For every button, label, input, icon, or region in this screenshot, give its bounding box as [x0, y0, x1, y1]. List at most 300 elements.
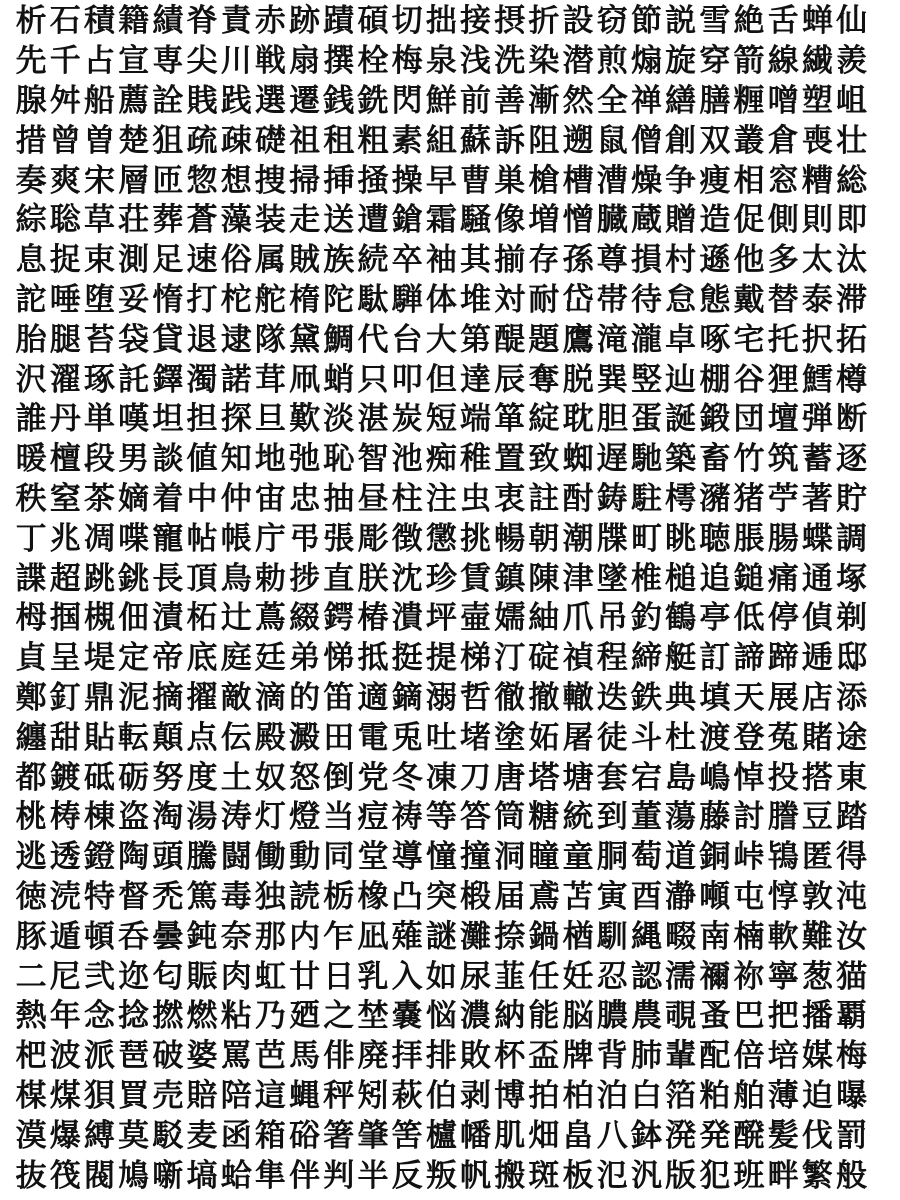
kanji-character: 掴	[49, 600, 81, 637]
kanji-character: 足	[152, 242, 184, 279]
kanji-character: 板	[562, 1157, 594, 1194]
kanji-character: 置	[494, 441, 526, 478]
kanji-character: 陳	[528, 560, 560, 597]
kanji-character: 働	[254, 839, 286, 876]
kanji-character: 着	[152, 480, 184, 517]
kanji-character: 責	[220, 3, 252, 40]
kanji-character: 宅	[733, 321, 765, 358]
kanji-character: 鳥	[220, 560, 252, 597]
kanji-character: 忍	[596, 958, 628, 995]
kanji-character: 反	[391, 1157, 423, 1194]
kanji-character: 沢	[15, 361, 47, 398]
kanji-character: 馳	[630, 441, 662, 478]
kanji-character: 線	[767, 43, 799, 80]
kanji-character: 舛	[49, 82, 81, 119]
kanji-character: 討	[733, 799, 765, 836]
kanji-character: 届	[494, 878, 526, 915]
kanji-character: 独	[254, 878, 286, 915]
kanji-character: 韮	[494, 958, 526, 995]
kanji-character: 占	[83, 43, 115, 80]
kanji-character: 扇	[289, 43, 321, 80]
kanji-character: 内	[289, 918, 321, 955]
kanji-character: 陀	[323, 281, 355, 318]
kanji-character: 潮	[562, 520, 594, 557]
kanji-character: 蚤	[699, 998, 731, 1035]
kanji-character: 壮	[836, 122, 868, 159]
kanji-character: 退	[186, 321, 218, 358]
kanji-character: 迩	[118, 958, 150, 995]
kanji-character: 排	[425, 1038, 457, 1075]
kanji-character: 遷	[289, 82, 321, 119]
kanji-character: 鱈	[801, 361, 833, 398]
kanji-character: 葱	[801, 958, 833, 995]
kanji-character: 寧	[767, 958, 799, 995]
kanji-character: 瞳	[528, 839, 560, 876]
kanji-character: 糟	[801, 162, 833, 199]
kanji-character: 楢	[562, 918, 594, 955]
kanji-character: 的	[289, 679, 321, 716]
kanji-character: 墜	[596, 560, 628, 597]
kanji-character: 洞	[494, 839, 526, 876]
kanji-character: 投	[767, 759, 799, 796]
kanji-character: 暢	[494, 520, 526, 557]
kanji-character: 程	[596, 640, 628, 677]
kanji-character: 遅	[596, 441, 628, 478]
kanji-character: 蕩	[665, 799, 697, 836]
kanji-character: 折	[528, 3, 560, 40]
kanji-character: 朝	[528, 520, 560, 557]
kanji-character: 箔	[665, 1077, 697, 1114]
kanji-character: 邸	[836, 640, 868, 677]
kanji-character: 函	[220, 1117, 252, 1154]
kanji-character: 同	[323, 839, 355, 876]
kanji-character: 蹟	[323, 3, 355, 40]
kanji-character: 腺	[15, 82, 47, 119]
kanji-character: 組	[425, 122, 457, 159]
kanji-character: 偵	[801, 600, 833, 637]
kanji-character: 賃	[460, 560, 492, 597]
kanji-character: 謎	[425, 918, 457, 955]
kanji-character: 哲	[460, 679, 492, 716]
kanji-character: 藻	[220, 202, 252, 239]
kanji-character: 弔	[289, 520, 321, 557]
kanji-character: 椿	[357, 600, 389, 637]
kanji-character: 能	[528, 998, 560, 1035]
kanji-character: 噸	[699, 878, 731, 915]
kanji-character: 堤	[83, 640, 115, 677]
kanji-character: 遭	[357, 202, 389, 239]
kanji-character: 撰	[323, 43, 355, 80]
kanji-character: 断	[836, 401, 868, 438]
kanji-character: 繁	[801, 1157, 833, 1194]
kanji-character: 杷	[15, 1038, 47, 1075]
kanji-character: 遁	[49, 918, 81, 955]
kanji-character: 剥	[460, 1077, 492, 1114]
kanji-character: 鍔	[323, 600, 355, 637]
kanji-character: 繕	[665, 82, 697, 119]
kanji-character: 茶	[83, 480, 115, 517]
kanji-character: 低	[733, 600, 765, 637]
kanji-character: 析	[15, 3, 47, 40]
kanji-character: 嬬	[494, 600, 526, 637]
kanji-character: 動	[289, 839, 321, 876]
kanji-character: 単	[83, 401, 115, 438]
kanji-character: 壇	[767, 401, 799, 438]
kanji-character: 箱	[254, 1117, 286, 1154]
kanji-character: 専	[152, 43, 184, 80]
kanji-character: 剃	[836, 600, 868, 637]
kanji-character: 仙	[836, 3, 868, 40]
kanji-character: 伴	[289, 1157, 321, 1194]
kanji-character: 梅	[391, 43, 423, 80]
kanji-character: 胆	[596, 401, 628, 438]
kanji-character: 狙	[152, 122, 184, 159]
kanji-character: 提	[425, 640, 457, 677]
kanji-character: 績	[152, 3, 184, 40]
kanji-character: 則	[801, 202, 833, 239]
kanji-character: 梼	[49, 799, 81, 836]
kanji-character: 培	[767, 1038, 799, 1075]
kanji-character: 積	[83, 3, 115, 40]
kanji-character: 筏	[49, 1157, 81, 1194]
kanji-character: 鉄	[630, 679, 662, 716]
kanji-character: 這	[254, 1077, 286, 1114]
kanji-character: 盃	[528, 1038, 560, 1075]
kanji-character: 腿	[49, 321, 81, 358]
kanji-character: 探	[220, 401, 252, 438]
kanji-character: 択	[801, 321, 833, 358]
kanji-character: 涜	[49, 878, 81, 915]
kanji-character: 展	[767, 679, 799, 716]
kanji-character: 誰	[15, 401, 47, 438]
kanji-character: 琢	[83, 361, 115, 398]
kanji-character: 尿	[460, 958, 492, 995]
kanji-character: 葬	[152, 202, 184, 239]
kanji-character: 土	[220, 759, 252, 796]
kanji-character: 抽	[323, 480, 355, 517]
kanji-character: 奏	[15, 162, 47, 199]
kanji-character: 吊	[596, 600, 628, 637]
kanji-character: 遜	[699, 242, 731, 279]
kanji-character: 栂	[15, 600, 47, 637]
kanji-character: 仲	[220, 480, 252, 517]
kanji-character: 般	[836, 1157, 868, 1194]
kanji-character: 天	[733, 679, 765, 716]
kanji-character: 岱	[562, 281, 594, 318]
kanji-row	[14, 440, 900, 480]
kanji-character: 卒	[391, 242, 423, 279]
kanji-character: 蝿	[289, 1077, 321, 1114]
kanji-character: 頭	[152, 839, 184, 876]
kanji-character: 狸	[767, 361, 799, 398]
kanji-character: 麦	[186, 1117, 218, 1154]
kanji-character: 粗	[357, 122, 389, 159]
kanji-character: 竪	[630, 361, 662, 398]
kanji-character: 堵	[460, 719, 492, 756]
kanji-character: 奈	[220, 918, 252, 955]
kanji-character: 湯	[186, 799, 218, 836]
kanji-character: 其	[460, 242, 492, 279]
kanji-character: 早	[425, 162, 457, 199]
kanji-character: 白	[630, 1077, 662, 1114]
kanji-character: 槻	[83, 600, 115, 637]
kanji-character: 塑	[801, 82, 833, 119]
kanji-character: 捻	[118, 998, 150, 1035]
kanji-character: 拝	[391, 1038, 423, 1075]
kanji-character: 坦	[152, 401, 184, 438]
kanji-character: 替	[767, 281, 799, 318]
kanji-character: 大	[425, 321, 457, 358]
kanji-character: 破	[152, 1038, 184, 1075]
kanji-row	[14, 519, 900, 559]
kanji-character: 他	[733, 242, 765, 279]
kanji-character: 迭	[596, 679, 628, 716]
kanji-character: 髪	[767, 1117, 799, 1154]
kanji-character: 銅	[699, 839, 731, 876]
kanji-character: 斑	[528, 1157, 560, 1194]
kanji-character: 苧	[767, 480, 799, 517]
kanji-character: 琶	[118, 1038, 150, 1075]
kanji-character: 男	[118, 441, 150, 478]
kanji-character: 樽	[836, 361, 868, 398]
kanji-character: 庁	[254, 520, 286, 557]
kanji-character: 矧	[357, 1077, 389, 1114]
kanji-character: 凸	[391, 878, 423, 915]
kanji-character: 孫	[562, 242, 594, 279]
kanji-character: 惰	[152, 281, 184, 318]
kanji-character: 段	[83, 441, 115, 478]
kanji-character: 喋	[118, 520, 150, 557]
kanji-character: 蛤	[220, 1157, 252, 1194]
kanji-character: 徹	[494, 679, 526, 716]
kanji-character: 入	[391, 958, 423, 995]
kanji-character: 渡	[699, 719, 731, 756]
kanji-character: 籍	[118, 3, 150, 40]
kanji-row	[14, 798, 900, 838]
kanji-character: 陶	[118, 839, 150, 876]
kanji-character: 全	[596, 82, 628, 119]
kanji-character: 殿	[254, 719, 286, 756]
kanji-character: 谷	[733, 361, 765, 398]
kanji-character: 臓	[596, 202, 628, 239]
kanji-character: 店	[801, 679, 833, 716]
kanji-character: 束	[83, 242, 115, 279]
kanji-character: 戴	[733, 281, 765, 318]
kanji-character: 促	[733, 202, 765, 239]
kanji-character: 肉	[220, 958, 252, 995]
kanji-character: 痘	[357, 799, 389, 836]
kanji-character: 努	[152, 759, 184, 796]
kanji-character: 太	[801, 242, 833, 279]
kanji-character: 誕	[665, 401, 697, 438]
kanji-character: 争	[665, 162, 697, 199]
kanji-character: 僧	[630, 122, 662, 159]
kanji-character: 佃	[118, 600, 150, 637]
kanji-character: 笛	[323, 679, 355, 716]
kanji-character: 説	[665, 3, 697, 40]
kanji-character: 柱	[391, 480, 423, 517]
kanji-character: 搬	[494, 1157, 526, 1194]
kanji-character: 凋	[83, 520, 115, 557]
kanji-character: 只	[357, 361, 389, 398]
kanji-character: 顛	[152, 719, 184, 756]
kanji-character: 陪	[220, 1077, 252, 1114]
kanji-character: 典	[665, 679, 697, 716]
kanji-character: 態	[699, 281, 731, 318]
kanji-character: 団	[733, 401, 765, 438]
kanji-character: 続	[357, 242, 389, 279]
kanji-character: 捉	[49, 242, 81, 279]
kanji-character: 鳩	[118, 1157, 150, 1194]
kanji-character: 禅	[630, 82, 662, 119]
kanji-character: 蜘	[562, 441, 594, 478]
kanji-row	[14, 679, 900, 719]
kanji-character: 跳	[83, 560, 115, 597]
kanji-character: 鍛	[699, 401, 731, 438]
kanji-character: 即	[836, 202, 868, 239]
kanji-character: 倉	[767, 122, 799, 159]
kanji-character: 肇	[357, 1117, 389, 1154]
kanji-character: 唾	[49, 281, 81, 318]
kanji-character: 張	[323, 520, 355, 557]
kanji-character: 弾	[801, 401, 833, 438]
kanji-character: 艇	[665, 640, 697, 677]
kanji-character: 総	[836, 162, 868, 199]
kanji-character: 隼	[254, 1157, 286, 1194]
kanji-character: 徴	[391, 520, 423, 557]
kanji-character: 惣	[186, 162, 218, 199]
kanji-character: 潜	[562, 43, 594, 80]
kanji-character: 炭	[391, 401, 423, 438]
kanji-character: 柘	[186, 600, 218, 637]
kanji-character: 賎	[186, 82, 218, 119]
kanji-character: 虹	[254, 958, 286, 995]
kanji-character: 鴇	[767, 839, 799, 876]
kanji-character: 敦	[801, 878, 833, 915]
kanji-character: 塚	[836, 560, 868, 597]
kanji-character: 汎	[630, 1157, 662, 1194]
kanji-character: 答	[460, 799, 492, 836]
kanji-character: 莫	[118, 1117, 150, 1154]
kanji-row	[14, 997, 900, 1037]
kanji-character: 亭	[699, 600, 731, 637]
kanji-character: 奴	[254, 759, 286, 796]
kanji-character: 度	[186, 759, 218, 796]
kanji-character: 珍	[425, 560, 457, 597]
kanji-character: 覗	[665, 998, 697, 1035]
kanji-character: 突	[425, 878, 457, 915]
kanji-character: 肌	[494, 1117, 526, 1154]
kanji-character: 走	[289, 202, 321, 239]
kanji-character: 胎	[15, 321, 47, 358]
kanji-character: 代	[357, 321, 389, 358]
kanji-character: 舌	[767, 3, 799, 40]
kanji-character: 点	[186, 719, 218, 756]
kanji-character: 鎗	[391, 202, 423, 239]
kanji-character: 漬	[152, 600, 184, 637]
kanji-character: 統	[562, 799, 594, 836]
kanji-character: 筑	[767, 441, 799, 478]
kanji-character: 側	[767, 202, 799, 239]
kanji-character: 釘	[49, 679, 81, 716]
kanji-character: 豚	[15, 918, 47, 955]
kanji-character: 揃	[494, 242, 526, 279]
kanji-character: 燥	[630, 162, 662, 199]
kanji-row	[14, 599, 900, 639]
kanji-character: 漕	[596, 162, 628, 199]
kanji-character: 鼠	[596, 122, 628, 159]
kanji-character: 坪	[425, 600, 457, 637]
kanji-character: 像	[494, 202, 526, 239]
kanji-character: 掃	[289, 162, 321, 199]
kanji-character: 貸	[152, 321, 184, 358]
kanji-character: 鍋	[528, 918, 560, 955]
kanji-row	[14, 559, 900, 599]
kanji-character: 穿	[699, 43, 731, 80]
kanji-character: 如	[425, 958, 457, 995]
kanji-character: 楚	[118, 122, 150, 159]
kanji-character: 装	[254, 202, 286, 239]
kanji-character: 鋳	[596, 480, 628, 517]
kanji-character: 梯	[460, 640, 492, 677]
kanji-character: 導	[391, 839, 423, 876]
kanji-character: 祢	[733, 958, 765, 995]
kanji-character: 轍	[562, 679, 594, 716]
kanji-character: 憎	[562, 202, 594, 239]
kanji-character: 蘇	[460, 122, 492, 159]
kanji-character: 然	[562, 82, 594, 119]
kanji-character: 配	[699, 1038, 731, 1075]
kanji-character: 貯	[836, 480, 868, 517]
kanji-character: 繊	[801, 43, 833, 80]
kanji-character: 伐	[801, 1117, 833, 1154]
kanji-character: 堆	[460, 281, 492, 318]
kanji-character: 雪	[699, 3, 731, 40]
kanji-character: 霜	[425, 202, 457, 239]
kanji-character: 銚	[118, 560, 150, 597]
kanji-character: 淡	[323, 401, 355, 438]
kanji-character: 釣	[630, 600, 662, 637]
kanji-character: 賊	[289, 242, 321, 279]
kanji-character: 逃	[15, 839, 47, 876]
kanji-character: 捺	[494, 918, 526, 955]
kanji-character: 鍍	[49, 759, 81, 796]
kanji-character: 長	[152, 560, 184, 597]
kanji-character: 煽	[630, 43, 662, 80]
kanji-character: 隊	[254, 321, 286, 358]
kanji-character: 瀞	[665, 878, 697, 915]
kanji-character: 畠	[562, 1117, 594, 1154]
kanji-character: 膿	[596, 998, 628, 1035]
kanji-character: 羨	[836, 43, 868, 80]
kanji-character: 畑	[528, 1117, 560, 1154]
kanji-character: 砺	[118, 759, 150, 796]
kanji-row	[14, 281, 900, 321]
kanji-character: 超	[49, 560, 81, 597]
kanji-character: 竹	[733, 441, 765, 478]
kanji-character: 蹄	[767, 640, 799, 677]
kanji-character: 畔	[767, 1157, 799, 1194]
kanji-character: 派	[83, 1038, 115, 1075]
kanji-character: 爽	[49, 162, 81, 199]
kanji-character: 杜	[665, 719, 697, 756]
kanji-character: 脳	[562, 998, 594, 1035]
kanji-character: 注	[425, 480, 457, 517]
kanji-character: 壷	[460, 600, 492, 637]
kanji-character: 噺	[152, 1157, 184, 1194]
kanji-character: 脱	[562, 361, 594, 398]
kanji-character: 沈	[391, 560, 423, 597]
